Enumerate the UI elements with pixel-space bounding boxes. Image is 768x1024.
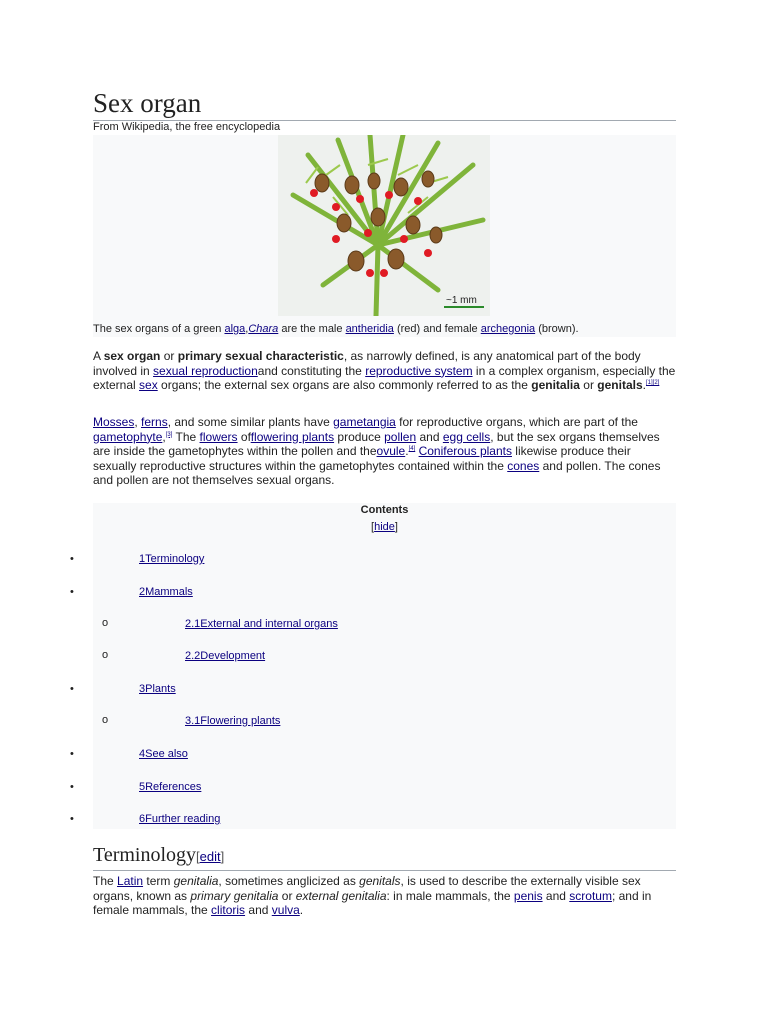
link-ferns[interactable]: ferns [141, 415, 168, 429]
link-scrotum[interactable]: scrotum [569, 888, 612, 903]
toc-hide-link[interactable]: hide [374, 521, 395, 533]
ref-4[interactable]: [4] [408, 446, 416, 453]
link-latin[interactable]: Latin [117, 874, 144, 888]
link-sex[interactable]: sex [139, 378, 158, 393]
link-pollen[interactable]: pollen [384, 429, 417, 444]
chara-photo[interactable] [278, 135, 490, 316]
link-mosses[interactable]: Mosses [93, 415, 135, 429]
link-vulva[interactable]: vulva [271, 903, 300, 918]
link-coniferous-plants[interactable]: Coniferous plants [418, 444, 512, 459]
link-gametophyte[interactable]: gametophyte [93, 429, 163, 444]
toc-bullet: • [70, 813, 74, 825]
figure-box [93, 135, 676, 337]
toc-subbullet: o [102, 714, 109, 726]
link-penis[interactable]: penis [513, 888, 543, 903]
link-ovule[interactable]: ovule [376, 444, 406, 459]
ref-1-2[interactable]: [1][2] [645, 380, 660, 387]
toc-item-terminology[interactable]: 1Terminology [139, 553, 205, 565]
section-heading-terminology: Terminology[edit] [93, 842, 676, 871]
link-archegonia[interactable]: archegonia [480, 323, 536, 335]
toc-item-development[interactable]: 2.2Development [185, 650, 266, 662]
toc-item-references[interactable]: 5References [139, 781, 202, 793]
link-cones[interactable]: cones [507, 458, 540, 473]
toc-item-mammals[interactable]: 2Mammals [139, 586, 193, 598]
page-title: Sex organ [93, 86, 676, 121]
toc-bullet: • [70, 586, 74, 598]
link-egg-cells[interactable]: egg cells [442, 429, 491, 444]
chara-illustration [278, 135, 490, 316]
toc-bullet: • [70, 683, 74, 695]
link-antheridia[interactable]: antheridia [345, 323, 394, 335]
toc-title: Contents [360, 504, 409, 516]
link-chara[interactable]: Chara [248, 323, 279, 335]
toc-bullet: • [70, 781, 74, 793]
tagline: From Wikipedia, the free encyclopedia [93, 121, 281, 133]
intro-paragraph: A sex organ or primary sexual characteristic, as narrowly defined, is any anatomical part of the body involved in sexual reproductionand constituting the reproductive system in a complex organism, especially the external sex organs; the external sex organs are also commonly referred to as the genitalia or genitals.[1][2] [93, 349, 676, 393]
link-reproductive-system[interactable]: reproductive system [365, 363, 473, 378]
edit-link[interactable]: edit [199, 849, 221, 864]
scale-label: ~1 mm [446, 295, 477, 306]
toc-item-flowering-plants[interactable]: 3.1Flowering plants [185, 715, 281, 727]
link-alga[interactable]: alga [224, 323, 246, 335]
plants-paragraph: Mosses, ferns, and some similar plants have gametangia for reproductive organs, which are part of the gametophyte,[3] The flowers offlowering plants produce pollen and egg cells, but the sex organs themselves are inside the gametophytes within the pollen and theovule.[4] Coniferous plants likewise produce their sexually reproductive structures within the gametophytes contained within the cones and pollen. The cones and pollen are not themselves sexual organs. [93, 415, 661, 488]
toc-bullet: • [70, 553, 74, 565]
toc-item-see-also[interactable]: 4See also [139, 748, 188, 760]
section-edit: [edit] [196, 849, 225, 864]
toc-item-further-reading[interactable]: 6Further reading [139, 813, 221, 825]
terminology-paragraph: The Latin term genitalia, sometimes anglicized as genitals, is used to describe the externally visible sex organs, known as primary genitalia or external genitalia: in male mammals, the penis and scrotum; and in female mammals, the clitoris and vulva. [93, 874, 652, 918]
link-sexual-reproduction[interactable]: sexual reproduction [153, 363, 258, 378]
toc-subbullet: o [102, 617, 109, 629]
ref-3[interactable]: [3] [165, 431, 173, 438]
toc-item-external-internal-organs[interactable]: 2.1External and internal organs [185, 618, 338, 630]
link-flowers[interactable]: flowers [199, 429, 238, 444]
toc-hide: [hide] [371, 521, 398, 533]
link-gametangia[interactable]: gametangia [333, 415, 396, 429]
link-clitoris[interactable]: clitoris [211, 903, 246, 918]
figure-caption: The sex organs of a green alga,Chara are the male antheridia (red) and female archegonia (brown). [93, 323, 579, 335]
toc-item-plants[interactable]: 3Plants [139, 683, 176, 695]
toc-subbullet: o [102, 649, 109, 661]
toc-bullet: • [70, 748, 74, 760]
link-flowering-plants[interactable]: flowering plants [250, 429, 335, 444]
